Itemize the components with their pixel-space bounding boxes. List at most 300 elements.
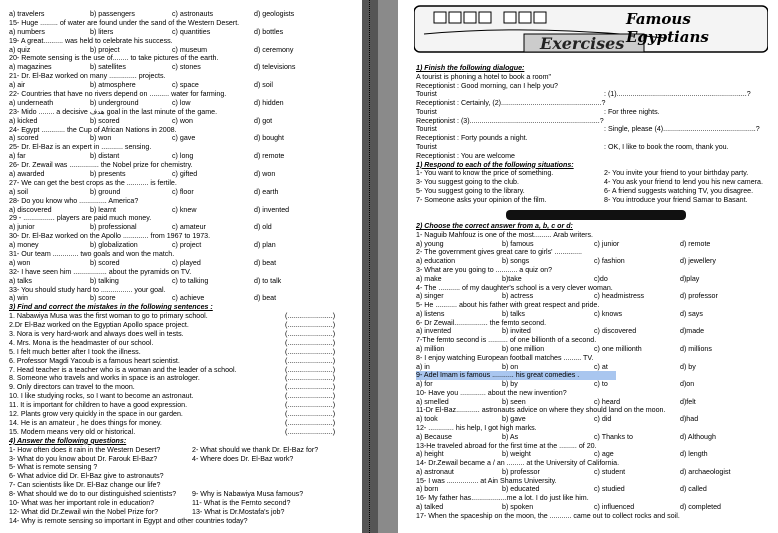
line-part: b) distant bbox=[90, 152, 120, 161]
text-line bbox=[398, 178, 778, 187]
left-page-gutter bbox=[362, 0, 378, 533]
line-part: 3. Nora is very hard-work and always does well in tests. bbox=[9, 330, 184, 339]
line-part: 10. I like studying rocks, so I want to become an astronaut. bbox=[9, 392, 194, 401]
line-part: b) satellites bbox=[90, 63, 126, 72]
line-part: c) studied bbox=[594, 485, 625, 494]
text-line bbox=[0, 179, 378, 188]
line-part: c) fashion bbox=[594, 257, 625, 266]
text-line bbox=[0, 339, 378, 348]
line-part: (.......................) bbox=[285, 410, 336, 419]
line-part: a) discovered bbox=[9, 205, 52, 214]
text-line bbox=[0, 446, 378, 455]
line-part: 28- Do you know who .............. America? bbox=[9, 196, 139, 205]
line-part: a) awarded bbox=[9, 170, 45, 179]
left-worksheet-page bbox=[0, 0, 378, 533]
line-part: d) millions bbox=[680, 344, 712, 353]
line-part: b) project bbox=[90, 45, 120, 54]
line-part: d) earth bbox=[254, 187, 279, 196]
line-part: 15- Huge ......... of water are found under the sand of the Western Desert. bbox=[9, 18, 240, 27]
line-part: a) win bbox=[9, 294, 28, 303]
line-part: a) height bbox=[416, 450, 444, 459]
text-line bbox=[0, 54, 378, 63]
text-line bbox=[398, 292, 778, 301]
text-line bbox=[398, 134, 778, 143]
line-part: 19- A great.......... was held to celebrate his success. bbox=[9, 36, 173, 45]
line-part: 14. He is an amateur , he does things for money. bbox=[9, 418, 162, 427]
exercises-heading: Exercises bbox=[540, 34, 625, 53]
line-part: b) on bbox=[502, 362, 519, 371]
line-part: 7- Can scientists like Dr. El-Baz change our life? bbox=[9, 481, 161, 490]
text-line bbox=[398, 371, 778, 380]
line-part: a) underneath bbox=[9, 98, 54, 107]
line-part: 13- What is Dr.Mostafa's job? bbox=[192, 507, 285, 516]
text-line bbox=[0, 321, 378, 330]
line-part: d) invented bbox=[254, 205, 290, 214]
line-part: b) learnt bbox=[90, 205, 117, 214]
text-line bbox=[398, 73, 778, 82]
line-part: 12- ............. his help, I got high marks. bbox=[416, 423, 537, 432]
line-part: c) to bbox=[594, 380, 608, 389]
text-line bbox=[398, 90, 778, 99]
line-part: 6- Dr Zewail................. the femto second. bbox=[416, 318, 547, 327]
line-part: A tourist is phoning a hotel to book a room" bbox=[416, 72, 552, 81]
line-part: a) make bbox=[416, 274, 442, 283]
text-line bbox=[0, 472, 378, 481]
text-line bbox=[0, 19, 378, 28]
line-part: 15. Modern means very old or historical. bbox=[9, 427, 136, 436]
line-part: 8. Someone who travels and works in space is an astrologer. bbox=[9, 374, 200, 383]
text-line bbox=[0, 81, 378, 90]
line-part: b) scored bbox=[90, 258, 120, 267]
text-line bbox=[0, 37, 378, 46]
line-part: 15- I was ................ at Ain Shams University. bbox=[416, 476, 557, 485]
line-part: 3) Find and correct the mistakes in the following sentences : bbox=[9, 303, 213, 312]
line-part: 9. Only directors can travel to the moon. bbox=[9, 383, 135, 392]
line-part: c) won bbox=[172, 116, 193, 125]
line-part: 22- Countries that have no rivers depend on .......... water for farming. bbox=[9, 90, 227, 98]
text-line bbox=[398, 512, 778, 521]
text-line bbox=[0, 303, 378, 312]
text-line bbox=[0, 250, 378, 259]
line-part: c) floor bbox=[172, 187, 194, 196]
line-part: 11. It is important for children to have a good expression. bbox=[9, 401, 188, 410]
line-part: d) professor bbox=[680, 292, 718, 301]
line-part: 21- Dr. El-Baz worked on many .............. projects. bbox=[9, 72, 166, 81]
text-line bbox=[0, 490, 378, 499]
line-part: 8- You introduce your friend Samar to Basant. bbox=[604, 195, 748, 204]
line-part: b) atmosphere bbox=[90, 81, 136, 90]
line-part: 8- What should we do to our distinguished scientists? bbox=[9, 490, 177, 499]
text-line bbox=[0, 463, 378, 472]
line-part: (.......................) bbox=[285, 401, 336, 410]
line-part: 8- I enjoy watching European football matches ......... TV. bbox=[416, 353, 594, 362]
line-part: b) invited bbox=[502, 327, 531, 336]
text-line bbox=[398, 406, 778, 415]
line-part: 27- We can get the best crops as the ........... is fertile. bbox=[9, 178, 177, 187]
text-line bbox=[0, 63, 378, 72]
line-part: c) space bbox=[172, 81, 199, 90]
text-line bbox=[0, 46, 378, 55]
line-part: 2.Dr El-Baz worked on the Egyptian Apollo space project. bbox=[9, 321, 189, 330]
line-part: (.......................) bbox=[285, 330, 336, 339]
line-part: d) televisions bbox=[254, 63, 296, 72]
text-line bbox=[0, 312, 378, 321]
line-part: Tourist bbox=[416, 90, 437, 99]
text-line bbox=[398, 187, 778, 196]
line-part: 6- A friend suggests watching TV, you disagree. bbox=[604, 186, 754, 195]
line-part: c) age bbox=[594, 450, 614, 459]
line-part: 2- The government gives great care to girls' .............. bbox=[416, 248, 583, 257]
line-part: d) beat bbox=[254, 258, 277, 267]
line-part: d)felt bbox=[680, 397, 696, 406]
text-line bbox=[398, 82, 778, 91]
line-part: (.......................) bbox=[285, 365, 336, 374]
text-line bbox=[0, 214, 378, 223]
line-part: c) quantities bbox=[172, 27, 211, 36]
text-line bbox=[398, 380, 778, 389]
line-part: b) songs bbox=[502, 257, 530, 266]
text-line bbox=[398, 284, 778, 293]
line-part: d)made bbox=[680, 327, 705, 336]
line-part: d) won bbox=[254, 170, 276, 179]
line-part: 10- What was her important role in education? bbox=[9, 498, 155, 507]
text-line bbox=[398, 196, 778, 205]
line-part: a) air bbox=[9, 81, 26, 90]
text-line bbox=[0, 152, 378, 161]
text-line bbox=[0, 366, 378, 375]
text-line bbox=[398, 459, 778, 468]
line-part: d) soil bbox=[254, 81, 273, 90]
banner-title: Famous Egyptians bbox=[626, 10, 709, 46]
text-line bbox=[0, 143, 378, 152]
line-part: 5- You suggest going to the library. bbox=[416, 186, 525, 195]
line-part: d)had bbox=[680, 415, 699, 424]
text-line bbox=[398, 450, 778, 459]
text-line bbox=[0, 90, 378, 99]
text-line bbox=[0, 223, 378, 232]
line-part: b) talks bbox=[502, 309, 525, 318]
line-part: (.......................) bbox=[285, 312, 336, 321]
text-line bbox=[0, 10, 378, 19]
line-part: 1) Finish the following dialogue: bbox=[416, 64, 525, 72]
line-part: c) influenced bbox=[594, 503, 635, 511]
line-part: a) junior bbox=[9, 223, 35, 232]
line-part: d)play bbox=[680, 274, 700, 283]
line-part: 7-The femto second is .......... of one billionth of a second. bbox=[416, 336, 597, 345]
line-part: 20- Remote sensing is the use of........ to take pictures of the earth. bbox=[9, 54, 219, 63]
text-line bbox=[0, 126, 378, 135]
line-part: b) one million bbox=[502, 344, 545, 353]
line-part: 4- Where does Dr. El-Baz work? bbox=[192, 454, 294, 463]
line-part: Tourist bbox=[416, 143, 437, 152]
text-line bbox=[398, 336, 778, 345]
text-line bbox=[398, 161, 778, 170]
line-part: d) bottles bbox=[254, 27, 284, 36]
line-part: c) astronauts bbox=[172, 10, 214, 18]
line-part: c) long bbox=[172, 152, 194, 161]
text-line bbox=[398, 64, 778, 73]
text-line bbox=[398, 117, 778, 126]
line-part: 25- Dr. El-Baz is an expert in ........... sensing. bbox=[9, 143, 152, 152]
text-line bbox=[398, 275, 778, 284]
line-part: c) amateur bbox=[172, 223, 206, 232]
text-line bbox=[0, 117, 378, 126]
line-part: c) achieve bbox=[172, 294, 205, 303]
line-part: d) length bbox=[680, 450, 708, 459]
line-part: : Single, please (4)...............................................? bbox=[604, 125, 760, 134]
text-line bbox=[0, 161, 378, 170]
text-line bbox=[398, 152, 778, 161]
line-part: Tourist bbox=[416, 125, 437, 134]
line-part: 7- Someone asks your opinion of the film. bbox=[416, 195, 547, 204]
line-part: b) score bbox=[90, 294, 116, 303]
text-line bbox=[398, 468, 778, 477]
line-part: b) spoken bbox=[502, 503, 534, 511]
line-part: c) one millionth bbox=[594, 344, 642, 353]
line-part: d) by bbox=[680, 362, 696, 371]
line-part: a) kicked bbox=[9, 116, 38, 125]
line-part: 2- You invite your friend to your birthday party. bbox=[604, 169, 749, 178]
line-part: b) by bbox=[502, 380, 518, 389]
text-line bbox=[398, 477, 778, 486]
line-part: c) museum bbox=[172, 45, 208, 54]
text-line bbox=[398, 266, 778, 275]
text-line bbox=[0, 392, 378, 401]
line-part: Receptionist : You are welcome bbox=[416, 151, 515, 160]
line-part: a) listens bbox=[416, 309, 445, 318]
line-part: b) talking bbox=[90, 276, 119, 285]
text-line bbox=[0, 455, 378, 464]
text-line bbox=[398, 503, 778, 512]
line-part: b) professor bbox=[502, 467, 540, 476]
text-line bbox=[398, 248, 778, 257]
line-part: 29 - ................ players are paid much money. bbox=[9, 214, 152, 223]
line-part: 3- What do you know about Dr. Farouk El-Baz? bbox=[9, 454, 158, 463]
line-part: b) scored bbox=[90, 116, 120, 125]
line-part: 1. Nabawiya Musa was the first woman to go to primary school. bbox=[9, 312, 208, 321]
line-part: c) at bbox=[594, 362, 608, 371]
line-part: c) junior bbox=[594, 239, 620, 248]
line-part: 26- Dr. Zewail was ............... the Nobel prize for chemistry. bbox=[9, 161, 193, 170]
text-line bbox=[398, 125, 778, 134]
text-line bbox=[398, 301, 778, 310]
text-line bbox=[0, 188, 378, 197]
line-part: c) stones bbox=[172, 63, 201, 72]
line-part: 11-Dr El-Baz............ astronauts advice on where they should land on the moon. bbox=[416, 406, 666, 415]
line-part: (.......................) bbox=[285, 374, 336, 383]
line-part: (.......................) bbox=[285, 321, 336, 330]
line-part: c) heard bbox=[594, 397, 621, 406]
line-part: d) archaeologist bbox=[680, 467, 731, 476]
line-part: : (1)..................................................................? bbox=[604, 90, 751, 99]
line-part: 4- The ........... of my daughter's school is a very clever woman. bbox=[416, 283, 613, 292]
line-part: d) hidden bbox=[254, 98, 284, 107]
line-part: b) underground bbox=[90, 98, 139, 107]
line-part: Receptionist : Forty pounds a night. bbox=[416, 134, 528, 143]
line-part: 1) Respond to each of the following situations: bbox=[416, 160, 574, 169]
line-part: 4) Answer the following questions: bbox=[9, 436, 127, 445]
line-part: a) numbers bbox=[9, 27, 45, 36]
line-part: 16- My father has..................me a lot. I do just like him. bbox=[416, 494, 589, 503]
line-part: a) million bbox=[416, 344, 445, 353]
line-part: a) smelled bbox=[416, 397, 449, 406]
line-part: 1- Naguib Mahfouz is one of the most......... Arab writers. bbox=[416, 230, 594, 239]
line-part: a) Because bbox=[416, 432, 452, 441]
text-line bbox=[0, 99, 378, 108]
line-part: Tourist bbox=[416, 107, 437, 116]
line-part: 5. I felt much better after I took the illness. bbox=[9, 347, 141, 356]
line-part: c) headmistress bbox=[594, 292, 645, 301]
line-part: a) talks bbox=[9, 276, 32, 285]
line-part: c) student bbox=[594, 467, 626, 476]
line-part: c) did bbox=[594, 415, 612, 424]
line-part: b)take bbox=[502, 274, 522, 283]
line-part: b) liters bbox=[90, 27, 114, 36]
text-line bbox=[0, 508, 378, 517]
line-part: 14- Dr.Zewail became a / an ......... at the University of California. bbox=[416, 459, 620, 468]
text-line bbox=[398, 169, 778, 178]
text-line bbox=[0, 517, 378, 526]
line-part: c)do bbox=[594, 274, 608, 283]
line-part: (.......................) bbox=[285, 356, 336, 365]
line-part: 23- Mido ........ a decisive ﻫﺪﻑ goal in the last minute of the game. bbox=[9, 107, 218, 116]
line-part: 31- Our team ............. two goals and won the match. bbox=[9, 250, 175, 259]
text-line bbox=[0, 383, 378, 392]
line-part: (.......................) bbox=[285, 383, 336, 392]
text-line bbox=[0, 286, 378, 295]
line-part: (.......................) bbox=[285, 347, 336, 356]
line-part: 11- What is the Fernto second? bbox=[192, 498, 291, 507]
line-part: c) knows bbox=[594, 309, 622, 318]
text-line bbox=[0, 277, 378, 286]
text-line bbox=[398, 424, 778, 433]
line-part: b) gave bbox=[502, 415, 526, 424]
line-part: b) seen bbox=[502, 397, 526, 406]
line-part: : For three nights. bbox=[604, 107, 660, 116]
line-part: a) travelers bbox=[9, 10, 45, 18]
line-part: d) bought bbox=[254, 134, 284, 143]
line-part: (.......................) bbox=[285, 338, 336, 347]
line-part: d) remote bbox=[254, 152, 285, 161]
line-part: c) to talking bbox=[172, 276, 209, 285]
text-line bbox=[398, 108, 778, 117]
line-part: c) knew bbox=[172, 205, 197, 214]
line-part: 13-He traveled abroad for the first time at the ......... of 20. bbox=[416, 441, 597, 450]
text-line bbox=[0, 108, 378, 117]
text-line bbox=[0, 410, 378, 419]
text-line bbox=[0, 134, 378, 143]
line-part: a) education bbox=[416, 257, 456, 266]
text-line bbox=[0, 170, 378, 179]
line-part: a) born bbox=[416, 485, 439, 494]
text-line bbox=[398, 363, 778, 372]
text-line bbox=[0, 401, 378, 410]
text-line bbox=[398, 222, 778, 231]
text-line bbox=[0, 259, 378, 268]
text-line bbox=[398, 433, 778, 442]
line-part: b) weight bbox=[502, 450, 531, 459]
line-part: a) talked bbox=[416, 503, 444, 511]
text-line bbox=[398, 204, 778, 213]
line-part: a) singer bbox=[416, 292, 444, 301]
line-part: (.......................) bbox=[285, 418, 336, 427]
line-part: 5- What is remote sensing ? bbox=[9, 463, 98, 472]
line-part: d) beat bbox=[254, 294, 277, 303]
text-line bbox=[0, 241, 378, 250]
line-part: b) famous bbox=[502, 239, 534, 248]
line-part: b) globalization bbox=[90, 241, 138, 250]
text-line bbox=[0, 374, 378, 383]
line-part: 33- You should study hard to ................ your goal. bbox=[9, 285, 166, 294]
text-line bbox=[398, 213, 778, 222]
line-part: 9- Adel Imam is famous ........... his great comedies . bbox=[416, 371, 580, 380]
line-part: 30- Dr. El-Baz worked on the Apollo ............. from 1967 to 1973. bbox=[9, 232, 211, 241]
line-part: c) low bbox=[172, 98, 191, 107]
text-line bbox=[0, 330, 378, 339]
line-part: 1- You want to know the price of something. bbox=[416, 169, 554, 178]
line-part: c) project bbox=[172, 241, 202, 250]
line-part: 17- When the spaceship on the moon, the ........... came out to collect rocks and soil. bbox=[416, 511, 680, 520]
line-part: c) gave bbox=[172, 134, 196, 143]
text-line bbox=[0, 499, 378, 508]
line-part: d) completed bbox=[680, 503, 722, 511]
line-part: d) Although bbox=[680, 432, 716, 441]
line-part: a) won bbox=[9, 258, 31, 267]
text-line bbox=[398, 415, 778, 424]
line-part: 4. Mrs. Mona is the headmaster of our school. bbox=[9, 338, 154, 347]
line-part: 6- What advice did Dr. El-Baz give to astronauts? bbox=[9, 472, 164, 481]
text-line bbox=[398, 99, 778, 108]
text-line bbox=[398, 398, 778, 407]
text-line bbox=[398, 389, 778, 398]
line-part: b) professional bbox=[90, 223, 137, 232]
line-part: d) called bbox=[680, 485, 707, 494]
line-part: b) actress bbox=[502, 292, 534, 301]
line-part: b) presents bbox=[90, 170, 126, 179]
line-part: b) As bbox=[502, 432, 519, 441]
line-part: a) money bbox=[9, 241, 39, 250]
line-part: d) old bbox=[254, 223, 272, 232]
text-line bbox=[0, 437, 378, 446]
line-part: a) young bbox=[416, 239, 444, 248]
line-part: 12. Plants grow very quickly in the space in our garden. bbox=[9, 410, 183, 419]
line-part: a) magazines bbox=[9, 63, 52, 72]
line-part: b) passengers bbox=[90, 10, 135, 18]
line-part: 10- Have you ............. about the new invention? bbox=[416, 388, 567, 397]
line-part: 9- Why is Nabawiya Musa famous? bbox=[192, 490, 304, 499]
text-line bbox=[398, 327, 778, 336]
text-line bbox=[0, 348, 378, 357]
line-part: d) geologists bbox=[254, 10, 295, 18]
text-line bbox=[398, 310, 778, 319]
text-line bbox=[0, 197, 378, 206]
line-part: d) plan bbox=[254, 241, 276, 250]
line-part: a) invented bbox=[416, 327, 452, 336]
line-part: a) in bbox=[416, 362, 430, 371]
line-part: d) remote bbox=[680, 239, 711, 248]
text-line bbox=[0, 294, 378, 303]
line-part: a) for bbox=[416, 380, 433, 389]
line-part: c) gifted bbox=[172, 170, 198, 179]
line-part: 7. Head teacher is a teacher who is a woman and the leader of a school. bbox=[9, 365, 237, 374]
line-part: c) Thanks to bbox=[594, 432, 633, 441]
text-line bbox=[398, 442, 778, 451]
line-part: (.......................) bbox=[285, 427, 336, 436]
line-part: a) soil bbox=[9, 187, 28, 196]
text-line bbox=[0, 28, 378, 37]
line-part: (.......................) bbox=[285, 392, 336, 401]
text-line bbox=[398, 257, 778, 266]
